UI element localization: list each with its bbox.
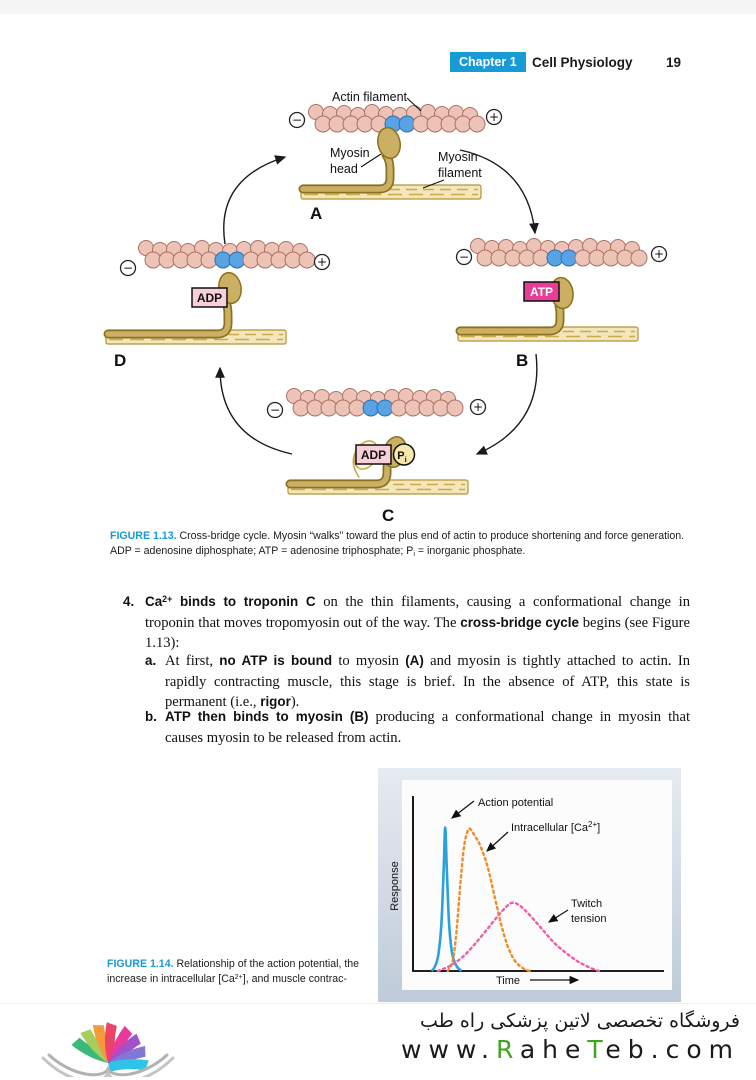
figure-1-14-caption: FIGURE 1.14. Relationship of the action potential, the increase in intracellular $[Ca^{2+}]$, and muscle contrac- <box>107 958 360 986</box>
panel-b <box>457 239 667 371</box>
adp-label: ADP <box>360 448 387 462</box>
pi-label: $P_i$ <box>397 450 407 464</box>
panel-d-letter: D <box>114 351 127 370</box>
store-title-persian: فروشگاه تخصصی لاتین پزشکی راه طب <box>420 1010 740 1032</box>
figure-1-13-caption: FIGURE 1.13. Cross-bridge cycle. Myosin “walks” toward the plus end of actin to produce shortening and force generation. ADP = adenosine diphosphate; ATP = adenosine triphosphate; $P_i$ = inorganic phosphate. <box>110 530 685 558</box>
minus-end-icon <box>121 261 136 276</box>
page-number: 19 <box>666 55 682 70</box>
minus-end-icon <box>457 250 472 265</box>
svg-text:filament: filament <box>438 166 482 180</box>
cross-bridge-cycle-diagram <box>98 85 688 527</box>
svg-text:−: − <box>291 112 303 127</box>
svg-text:+: + <box>316 254 328 269</box>
panel-a-letter: A <box>310 204 323 223</box>
chapter-badge: Chapter 1 <box>450 52 526 72</box>
myosin-head-label: Myosin <box>330 146 370 160</box>
book-logo-icon <box>69 1020 151 1077</box>
actin-filament-graphic <box>139 241 316 269</box>
plus-end-icon <box>652 247 667 262</box>
page-top-strip <box>0 0 756 14</box>
svg-text:+: + <box>653 246 665 261</box>
atp-label: ATP <box>529 285 554 299</box>
panel-c <box>268 389 486 526</box>
website-url[interactable]: www.RaheTeb.com <box>401 1035 740 1064</box>
panel-b-letter: B <box>516 351 529 370</box>
adp-label: ADP <box>196 291 223 305</box>
svg-text:−: − <box>458 249 470 264</box>
minus-end-icon <box>290 113 305 128</box>
plus-end-icon <box>487 110 502 125</box>
svg-text:−: − <box>269 402 281 417</box>
twitch-tension-annotation: Twitch <box>571 898 603 910</box>
plus-end-icon <box>315 255 330 270</box>
myosin-filament-label: Myosin <box>438 150 478 164</box>
actin-filament-graphic <box>309 105 486 133</box>
actin-filament-label: Actin filament <box>332 90 408 104</box>
actin-filament-graphic <box>471 239 648 267</box>
minus-end-icon <box>268 403 283 418</box>
action-potential-annotation: Action potential <box>478 797 554 809</box>
panel-a <box>290 90 502 223</box>
figure-1-13-tag: FIGURE 1.13. <box>110 530 177 542</box>
cycle-arrow-d-to-a <box>224 157 285 244</box>
svg-text:head: head <box>330 162 358 176</box>
intracellular-ca-annotation: Intracellular $[Ca^{2+}]$ <box>511 820 601 834</box>
svg-text:tension: tension <box>571 913 607 925</box>
list-item-4b: b. ATP then binds to myosin (B) producing a conformational change in myosin that causes myosin to be released from actin. <box>145 709 691 746</box>
svg-text:−: − <box>122 260 134 275</box>
chapter-title: Cell Physiology <box>532 55 633 70</box>
svg-text:+: + <box>488 109 500 124</box>
figure-1-14-tag: FIGURE 1.14. <box>107 958 174 970</box>
raheteb-logo <box>33 1007 183 1077</box>
panel-c-letter: C <box>382 506 395 525</box>
x-axis-label: Time <box>496 975 521 987</box>
svg-text:+: + <box>472 399 484 414</box>
list-item-4a: a. At first, no ATP is bound to myosin (A) and myosin is tightly attached to actin. In rapidly contracting muscle, this stage is brief. In the absence of ATP, this state is permanent (i.e., rigor). <box>145 653 690 711</box>
panel-d <box>106 241 330 371</box>
actin-filament-graphic <box>287 389 464 417</box>
y-axis-label: Response <box>389 861 401 911</box>
figure-1-14-chart <box>378 768 681 1002</box>
watermark-footer <box>0 1003 756 1080</box>
plus-end-icon <box>471 400 486 415</box>
list-item-4: 4. $Ca^{2+}$ binds to troponin C on the thin filaments, causing a conformational change in troponin that moves tropomyosin out of the way. The cross-bridge cycle begins (see Figure 1.13): <box>123 594 690 652</box>
